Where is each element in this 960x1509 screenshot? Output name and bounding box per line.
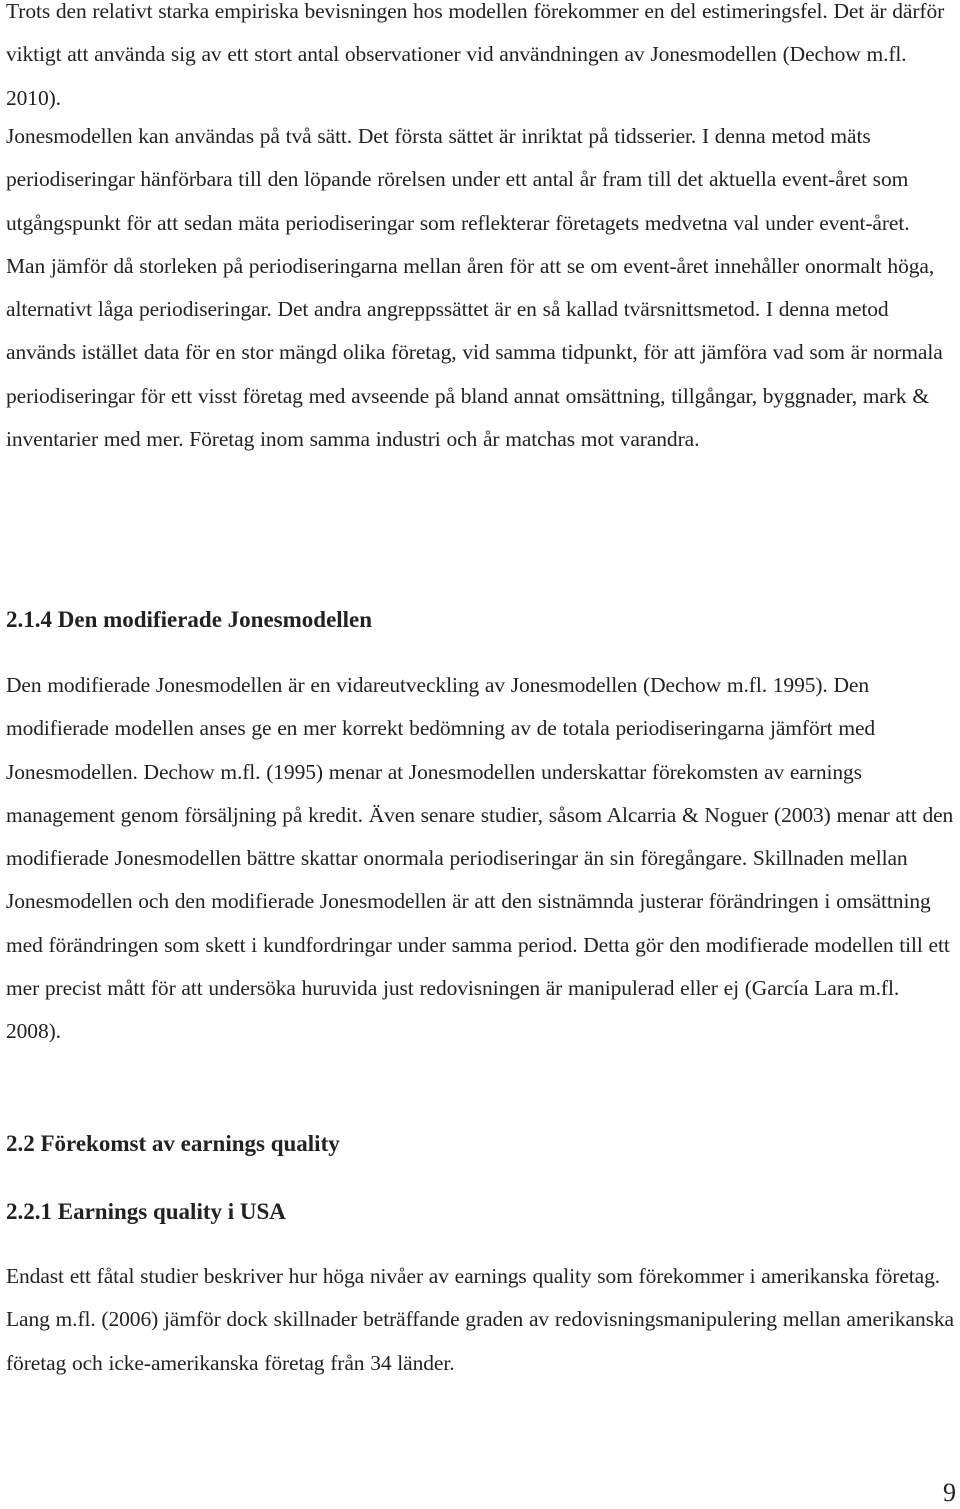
paragraph-jonesmodellen-anvandning: Jonesmodellen kan användas på två sätt. Det första sättet är inriktat på tidsserier. I denna metod mäts periodiseringar hänförbara till den löpande rörelsen under ett antal år fram till det aktuella event-året som utgångspunkt för att sedan mäta periodiseringar som reflekterar företagets medvetna val under event-året. Man jämför då storleken på periodiseringarna mellan åren för att se om event-året innehåller onormalt höga, alternativt låga periodiseringar. Det andra angreppssättet är en så kallad tvärsnittsmetod. I denna metod används istället data för en stor mängd olika företag, vid samma tidpunkt, för att jämföra vad som är normala periodiseringar för ett visst företag med avseende på bland annat omsättning, tillgångar, byggnader, mark & inventarier med mer. Företag inom samma industri och år matchas mot varandra. — [6, 124, 943, 452]
page-number: 9 — [943, 1478, 956, 1507]
paragraph-estimeringsfel: Trots den relativt starka empiriska bevisningen hos modellen förekommer en del estimeringsfel. Det är därför viktigt att använda sig av ett stort antal observationer vid användningen av Jonesmodellen (Dechow m.fl. 2010). — [6, 0, 945, 110]
paragraph-earnings-quality-usa: Endast ett fåtal studier beskriver hur höga nivåer av earnings quality som förekommer i amerikanska företag. Lang m.fl. (2006) jämför dock skillnader beträffande graden av redovisningsmanipulering mellan amerikanska företag och icke-amerikanska företag från 34 länder. — [6, 1264, 954, 1375]
heading-forekomst-earnings-quality: 2.2 Förekomst av earnings quality — [6, 1131, 340, 1156]
paragraph-modifierade-jonesmodellen: Den modifierade Jonesmodellen är en vidareutveckling av Jonesmodellen (Dechow m.fl. 1995). Den modifierade modellen anses ge en mer korrekt bedömning av de totala periodiseringarna jämfört med Jonesmodellen. Dechow m.fl. (1995) menar at Jonesmodellen underskattar förekomsten av earnings management genom försäljning på kredit. Även senare studier, såsom Alcarria & Noguer (2003) menar att den modifierade Jonesmodellen bättre skattar onormala periodiseringar än sin föregångare. Skillnaden mellan Jonesmodellen och den modifierade Jonesmodellen är att den sistnämnda justerar förändringen i omsättning med förändringen som skett i kundfordringar under samma period. Detta gör den modifierade modellen till ett mer precist mått för att undersöka huruvida just redovisningen är manipulerad eller ej (García Lara m.fl. 2008). — [6, 673, 954, 1044]
heading-earnings-quality-usa: 2.2.1 Earnings quality i USA — [6, 1199, 286, 1224]
heading-modifierade-jonesmodellen: 2.1.4 Den modifierade Jonesmodellen — [6, 607, 373, 632]
